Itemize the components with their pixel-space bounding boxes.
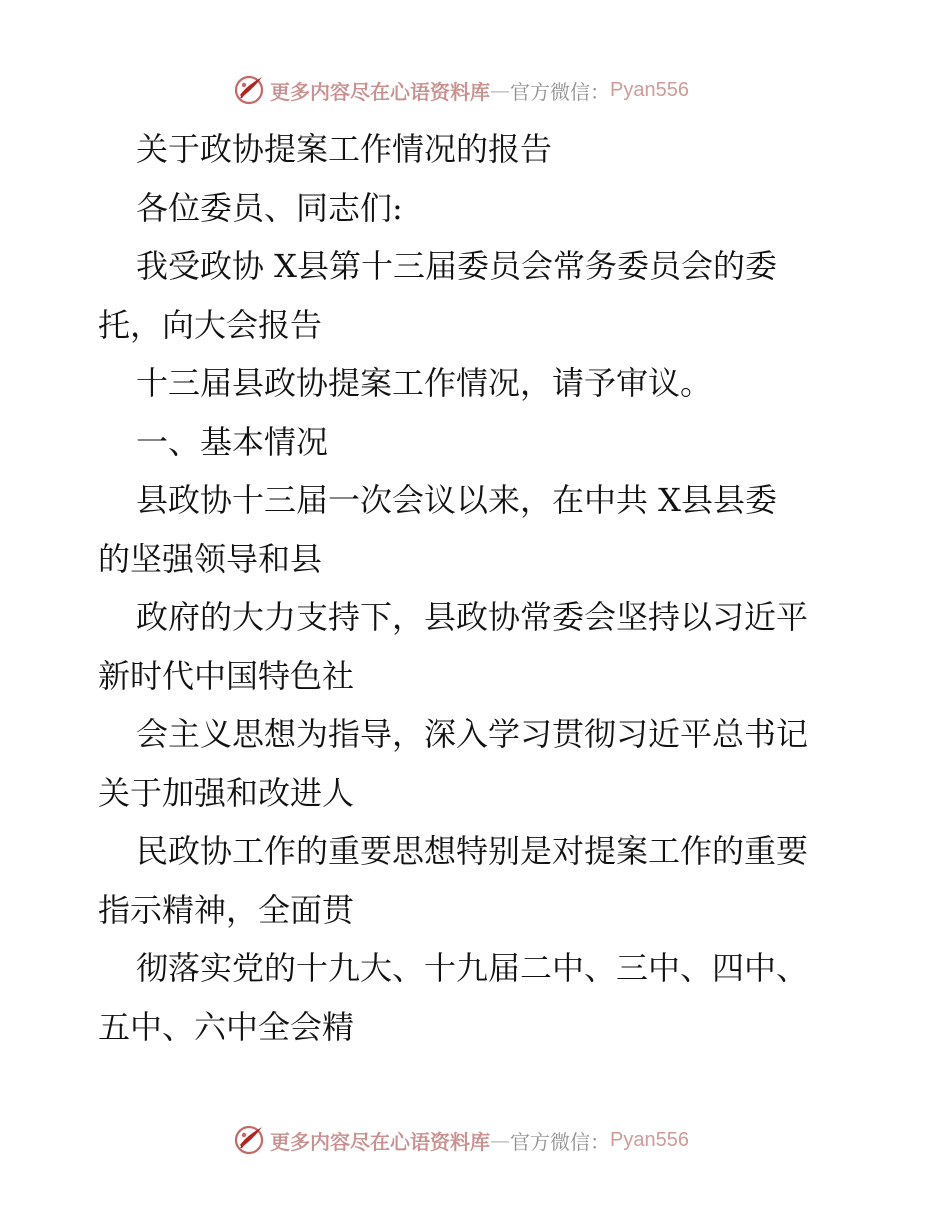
watermark-separator: — <box>490 78 510 102</box>
watermark-label: 官方微信： <box>510 79 610 104</box>
paragraph-line: 指示精神，全面贯 <box>98 890 355 929</box>
quill-circle-icon <box>232 73 266 107</box>
paragraph-line: 十三届县政协提案工作情况，请予审议。 <box>136 364 713 402</box>
document-body <box>98 120 858 1056</box>
watermark-brand: 更多内容尽在心语资料库 <box>270 79 490 104</box>
watermark-account: Pyan556 <box>610 1128 689 1151</box>
paragraph-line: 会主义思想为指导，深入学习贯彻习近平总书记 <box>136 715 809 753</box>
footer-watermark <box>232 1122 689 1158</box>
paragraph-line: 关于加强和改进人 <box>98 773 355 812</box>
section-heading: 一、基本情况 <box>136 422 329 461</box>
paragraph-line: 政府的大力支持下，县政协常委会坚持以习近平 <box>136 598 809 636</box>
paragraph-line: 彻落实党的十九大、十九届二中、三中、四中、 <box>136 949 809 987</box>
quill-circle-icon <box>232 1123 266 1157</box>
document-title: 关于政协提案工作情况的报告 <box>136 130 553 168</box>
paragraph-line: 我受政协 X县第十三届委员会常务委员会的委 <box>136 247 777 285</box>
watermark-brand: 更多内容尽在心语资料库 <box>270 1129 490 1154</box>
paragraph-line: 新时代中国特色社 <box>98 656 355 695</box>
paragraph-line: 县政协十三届一次会议以来，在中共 X县县委 <box>136 481 777 519</box>
paragraph-line: 五中、六中全会精 <box>98 1007 355 1046</box>
header-watermark <box>232 72 689 108</box>
watermark-account: Pyan556 <box>610 78 689 101</box>
paragraph-line: 民政协工作的重要思想特别是对提案工作的重要 <box>136 832 809 870</box>
watermark-separator: — <box>490 1128 510 1152</box>
salutation: 各位委员、同志们: <box>136 188 403 227</box>
watermark-label: 官方微信： <box>510 1129 610 1154</box>
paragraph-line: 的坚强领导和县 <box>98 539 323 578</box>
paragraph-line: 托，向大会报告 <box>98 305 323 344</box>
